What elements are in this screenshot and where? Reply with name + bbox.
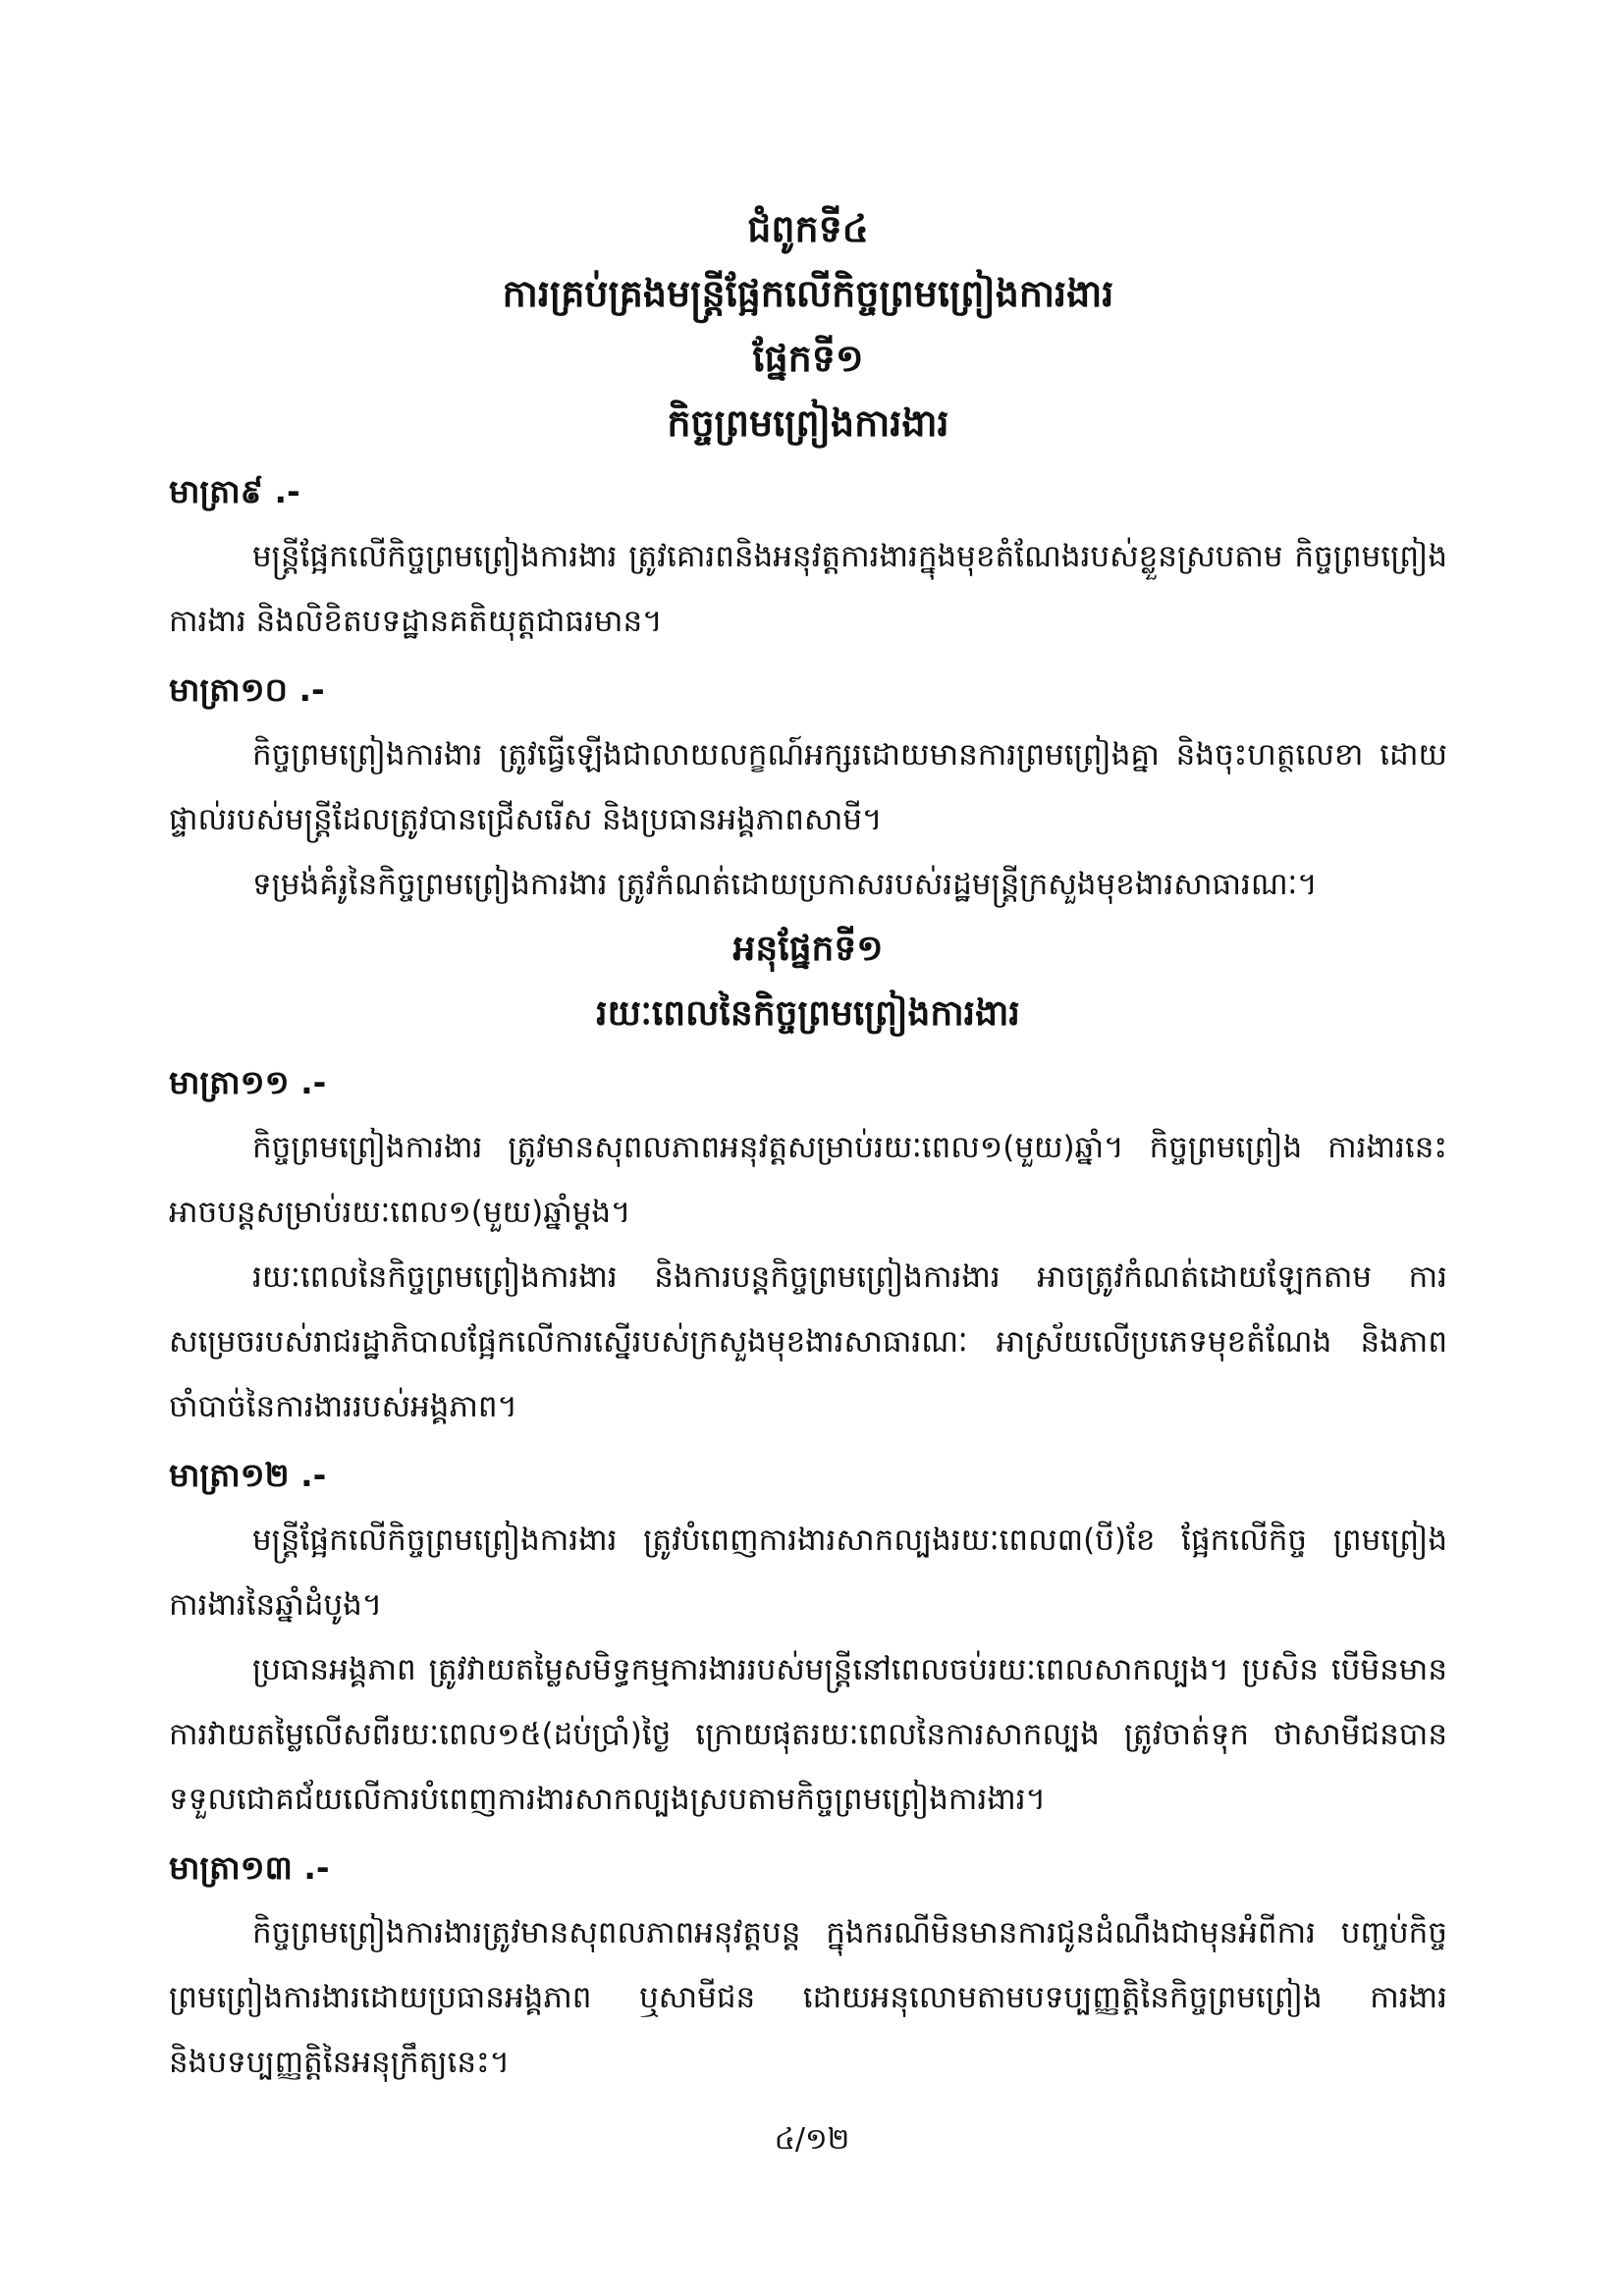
article-12-paragraph-2: ប្រធានអង្គភាព ត្រូវវាយតម្លៃសមិទ្ធកម្មការងាររបស់មន្ត្រីនៅពេលចប់រយៈពេលសាកល្បង។ ប្រសិន បើមិនមានការវាយតម្លៃលើសពីរយៈពេល១៥(ដប់ប្រាំ)ថ្ងៃ ក្រោយផុតរយៈពេលនៃការសាកល្បង ត្រូវចាត់ទុក ថាសាមីជនបានទទួលជោគជ័យលើការបំពេញការងារសាកល្បងស្របតាមកិច្ចព្រមព្រៀងការងារ។ (169, 1652, 1447, 1817)
page-number: ៤/១២ (774, 2122, 850, 2157)
subpart-subtitle: រយៈពេលនៃកិច្ចព្រមព្រៀងការងារ (596, 993, 1020, 1034)
article-10-title: មាត្រា១០ .- (169, 670, 325, 709)
part-subtitle: កិច្ចព្រមព្រៀងការងារ (667, 401, 949, 445)
article-10-paragraph-2: ទម្រង់គំរូនៃកិច្ចព្រមព្រៀងការងារ ត្រូវកំណត់ដោយប្រកាសរបស់រដ្ឋមន្ត្រីក្រសួងមុខងារសាធារណៈ។ (252, 867, 1318, 902)
article-12-paragraph-1: មន្ត្រីផ្អែកលើកិច្ចព្រមព្រៀងការងារ ត្រូវបំពេញការងារសាកល្បងរយៈពេល៣(បី)ខែ ផ្អែកលើកិច្ច ព្រមព្រៀងការងារនៃឆ្នាំដំបូង។ (169, 1522, 1447, 1623)
article-9-title: មាត្រា៩ .- (169, 472, 300, 510)
part-title: ផ្នែកទី១ (752, 337, 864, 380)
article-13-paragraph-1: កិច្ចព្រមព្រៀងការងារត្រូវមានសុពលភាពអនុវត្តបន្ត ក្នុងករណីមិនមានការជូនដំណឹងជាមុនអំពីការ បញ្ចប់កិច្ចព្រមព្រៀងការងារដោយប្រធានអង្គភាព ឬសាមីជន ដោយអនុលោមតាមបទប្បញ្ញត្តិនៃកិច្ចព្រមព្រៀង ការងារ និងបទប្បញ្ញត្តិនៃអនុក្រឹត្យនេះ។ (169, 1915, 1447, 2080)
chapter-subtitle: ការគ្រប់គ្រងមន្ត្រីផ្អែកលើកិច្ចព្រមព្រៀងការងារ (502, 272, 1114, 315)
article-11-title: មាត្រា១១ .- (169, 1063, 327, 1101)
article-13-title: មាត្រា១៣ .- (169, 1848, 330, 1887)
subpart-title: អនុផ្នែកទី១ (732, 929, 884, 969)
article-12-title: មាត្រា១២ .- (169, 1456, 327, 1494)
article-11-paragraph-2: រយៈពេលនៃកិច្ចព្រមព្រៀងការងារ និងការបន្តកិច្ចព្រមព្រៀងការងារ អាចត្រូវកំណត់ដោយឡែកតាម ការសម្រេចរបស់រាជរដ្ឋាភិបាលផ្អែកលើការស្នើរបស់ក្រសួងមុខងារសាធារណៈ អាស្រ័យលើប្រភេទមុខតំណែង និងភាពចាំបាច់នៃការងាររបស់អង្គភាព។ (169, 1259, 1447, 1424)
article-10-paragraph-1: កិច្ចព្រមព្រៀងការងារ ត្រូវធ្វើឡើងជាលាយលក្ខណ៍អក្សរដោយមានការព្រមព្រៀងគ្នា និងចុះហត្ថលេខា ដោយផ្ទាល់របស់មន្ត្រីដែលត្រូវបានជ្រើសរើស និងប្រធានអង្គភាពសាមី។ (169, 737, 1447, 837)
article-11-paragraph-1: កិច្ចព្រមព្រៀងការងារ ត្រូវមានសុពលភាពអនុវត្តសម្រាប់រយៈពេល១(មួយ)ឆ្នាំ។ កិច្ចព្រមព្រៀង ការងារនេះ អាចបន្តសម្រាប់រយៈពេល១(មួយ)ឆ្នាំម្តង។ (169, 1130, 1447, 1230)
chapter-title: ជំពូកទី៤ (747, 207, 869, 250)
article-9-paragraph-1: មន្ត្រីផ្អែកលើកិច្ចព្រមព្រៀងការងារ ត្រូវគោរពនិងអនុវត្តការងារក្នុងមុខតំណែងរបស់ខ្លួនស្របតាម កិច្ចព្រមព្រៀងការងារ និងលិខិតបទដ្ឋានគតិយុត្តជាធរមាន។ (169, 539, 1447, 639)
